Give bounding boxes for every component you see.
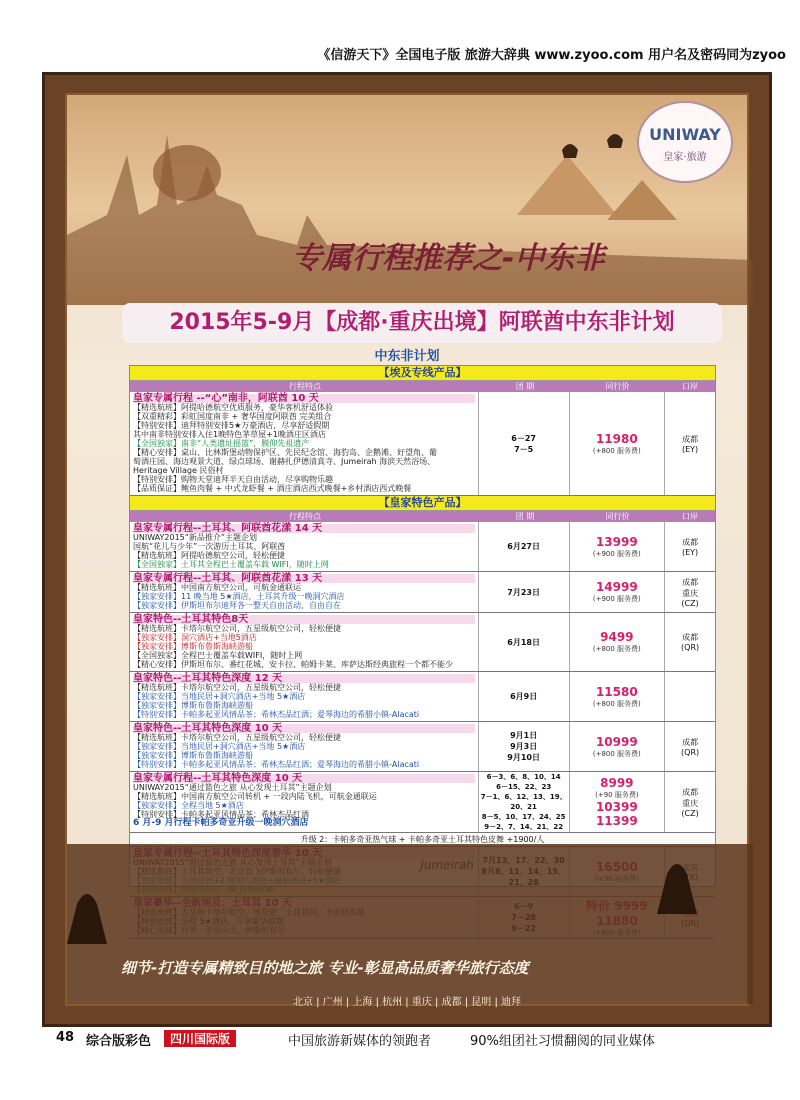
row-description — [130, 772, 479, 832]
uniway-logo: UNIWAY 皇家·旅游 — [637, 101, 733, 183]
row-line: 【特别安排】购物天堂迪拜半天自由活动，尽享购物乐趣 — [133, 475, 333, 484]
page-number: 48 — [56, 1030, 75, 1045]
departure-gate: 成都 (EY) — [681, 434, 699, 454]
price-note: (+90 服务费) — [595, 791, 639, 799]
price-note: (+900 服务费) — [592, 595, 641, 603]
row-line: 其中南非特别安排入住1晚特色茅草屋+1晚酒庄区酒店 — [133, 430, 326, 439]
table-row — [130, 722, 715, 772]
row-title: 皇家专属行程--土耳其特色深度 10 天 — [133, 774, 475, 783]
tour-dates: 9月1日 9月3日 9月10日 — [479, 722, 570, 771]
itinerary-table — [129, 365, 716, 887]
price-value: 10399 — [595, 800, 638, 814]
row-line: 【精选航班】卡塔尔航空公司，五星级航空公司，轻松便捷 — [133, 624, 341, 633]
table-row — [130, 522, 715, 572]
media-slogan: 中国旅游新媒体的领跑者 — [288, 1034, 432, 1049]
row-line: 【双重精彩】彩虹国度南非 + 奢华国度阿联酋 完美组合 — [133, 412, 332, 421]
departure-gate — [665, 672, 715, 721]
row-description — [130, 613, 479, 671]
row-line: 【独家安排】11 晚当地 5★酒店，土耳其升级一晚洞穴酒店 — [133, 592, 345, 601]
row-line: 【精选航班】阿提哈德航空优质服务，豪华客机舒适体验 — [133, 403, 333, 412]
price-cell — [570, 572, 666, 612]
city-list: 北京 | 广州 | 上海 | 杭州 | 重庆 | 成都 | 昆明 | 迪拜 — [292, 997, 522, 1008]
price-note: (+800 服务费) — [592, 699, 641, 708]
price-cell — [570, 672, 666, 721]
row-line: 【特别安排】卡帕多起亚风情品茶；希林杰品红酒；爱琴海边的希腊小镇-Alacati — [133, 760, 420, 769]
price-note: (+800 服务费) — [592, 645, 641, 653]
section-title-egypt: 【埃及专线产品】 — [130, 366, 715, 381]
col-header: 行程特点 — [289, 512, 321, 521]
row-line: 【精心安排】伊斯坦布尔、番红花城、安卡拉、帕姆卡莱、库萨达斯经典旅程一个都不能少 — [133, 660, 453, 669]
tour-dates: 6月9日 — [479, 672, 570, 721]
table-row — [130, 672, 715, 722]
row-description — [130, 392, 479, 495]
footer-slogan: 细节-打造专属精致目的地之旅 专业-彰显高品质奢华旅行态度 — [121, 959, 529, 977]
table-header — [130, 381, 715, 392]
col-header: 团 期 — [515, 382, 535, 391]
banner — [67, 95, 747, 305]
table-header — [130, 511, 715, 522]
price-value: 11399 — [595, 814, 638, 828]
price-value: 13999 — [595, 534, 638, 549]
col-header: 口岸 — [682, 382, 698, 391]
row-line: 萄酒庄园、海边观景大道、绿点球场、谢赫扎伊德清真寺、Jumeirah 海滨天然浴场、 — [133, 457, 436, 466]
col-header: 同行价 — [605, 382, 630, 391]
price-value: 9499 — [600, 630, 634, 644]
row-title: 皇家专属行程--土耳其、阿联酋花漾 13 天 — [133, 574, 475, 583]
upgrade-note: 升级 2：卡帕多奇亚热气球 + 卡帕多奇亚土耳其特色皮舞 +1900/人 — [130, 833, 715, 847]
footer-decoration — [67, 844, 753, 1004]
row-line: 【独家安排】全程当地 5★酒店 — [133, 801, 244, 810]
page-footer — [0, 1030, 800, 1054]
row-line: 国航“花儿与少年”一次游历土耳其、阿联酋 — [133, 542, 286, 551]
row-line: 【全国独家】全程巴士覆盖车载WIFI，随时上网 — [133, 651, 303, 660]
row-line: 【精选航班】中国南方航空公司转机 + 一段内陆飞机，可航金通联运 — [133, 792, 377, 801]
col-header: 口岸 — [682, 512, 698, 521]
price-value: 11580 — [595, 684, 638, 699]
departure-gate: 成都 (QR) — [681, 737, 700, 757]
row-description — [130, 572, 479, 612]
table-row — [130, 392, 715, 496]
page-frame — [42, 72, 772, 1027]
banner-title: 专属行程推荐之-中东非 — [292, 241, 605, 276]
col-header: 同行价 — [605, 512, 630, 521]
row-line: Heritage Village 民俗村 — [133, 466, 224, 475]
row-line: 【独家安排】博斯布鲁斯海峡游船 — [133, 751, 253, 760]
price-cell — [570, 772, 666, 832]
media-slogan-2: 90%组团社习惯翻阅的同业媒体 — [470, 1034, 655, 1049]
row-line: 【特别安排】卡帕多起亚风情品茶；希林杰品红酒 — [133, 810, 309, 819]
row-title: 皇家特色--土耳其特色深度 12 天 — [133, 674, 475, 683]
row-line: 【特别安排】迪拜特别安排5★万豪酒店，尽享舒适假期 — [133, 421, 330, 430]
page-title: 2015年5-9月【成都·重庆出境】阿联酋中东非计划 — [122, 303, 722, 343]
price-note: (+900 服务费) — [592, 549, 641, 558]
row-line: 【全国独家】土耳其全程巴士覆盖车载 WIFI，随时上网 — [133, 560, 329, 569]
departure-gate: 成都 重庆 (CZ) — [681, 787, 699, 818]
row-title: 皇家专属行程 --“心”南非，阿联酋 10 天 — [133, 394, 475, 403]
price-cell — [570, 722, 666, 771]
table-row — [130, 772, 715, 833]
tour-dates: 6－3、6、8、10、14 6－15、22、23 7－1、6、12、13、19、20、21 8－5、10、17、24、25 9－2、7、14、21、22 — [479, 772, 570, 832]
edition-tag: 四川国际版 — [164, 1030, 236, 1047]
row-line: 【独家安排】博斯布鲁斯海峡游船 — [133, 642, 253, 651]
row-line: 【全国独家】南非“人类遗址摇篮”，膜仰先祖遗产 — [133, 439, 310, 448]
row-title: 皇家特色--土耳其特色8天 — [133, 615, 475, 624]
price-note: (+800 服务费) — [592, 446, 641, 455]
row-line: 【独家安排】伊斯坦布尔迪拜各一整天自由活动，自由自在 — [133, 601, 341, 610]
frame-inner — [65, 93, 749, 1006]
section-subtitle: 中东非计划 — [374, 349, 440, 364]
departure-gate: 成都 (QR) — [681, 633, 700, 652]
row-line: UNIWAY2015“新品推介”主题企划 — [133, 533, 258, 542]
row-line: 【精选航班】阿提哈德航空公司，轻松便捷 — [133, 551, 285, 560]
edition-label: 综合版彩色 — [86, 1034, 152, 1049]
publication-header: 《信游天下》全国电子版 旅游大辞典 www.zyoo.com 用户名及密码同为zyoo — [317, 48, 786, 63]
table-row — [130, 613, 715, 672]
tour-dates: 6月18日 — [479, 613, 570, 671]
row-line: UNIWAY2015“通过篮色之旅 从心发现土耳其”主题企划 — [133, 783, 332, 792]
price-cell — [570, 613, 666, 671]
row-line: 【精心安排】桌山、比林斯堡动物保护区、先民纪念馆、海豹岛、企鹅滩、好望角、葡 — [133, 448, 437, 457]
row-description — [130, 522, 479, 571]
tour-dates: 7月23日 — [479, 572, 570, 612]
row-line: 【独家安排】洞穴酒店+当地5酒店 — [133, 633, 257, 642]
price-note: (+800 服务费) — [592, 749, 641, 758]
row-line: 【独家安排】博斯布鲁斯海峡游船 — [133, 701, 253, 710]
price-cell — [570, 522, 666, 571]
tour-dates: 6－27 7－5 — [479, 392, 570, 495]
row-line: 【品质保证】鲍鱼肉餐 + 中式龙虾餐 + 酒庄酒店西式晚餐+乡村酒店西式晚餐 — [133, 484, 412, 493]
tour-dates: 6月27日 — [479, 522, 570, 571]
price-value: 14999 — [595, 580, 638, 594]
row-description — [130, 672, 479, 721]
row-line: 【特别安排】卡帕多起亚风情品茶；希林杰品红酒；爱琴海边的希腊小镇-Alacati — [133, 710, 420, 719]
price-cell — [570, 392, 666, 495]
row-description — [130, 722, 479, 771]
row-line: 【独家安排】当地民居+洞穴酒店+当地 5★酒店 — [133, 692, 306, 701]
price-value: 8999 — [600, 776, 634, 790]
row-line: 【独家安排】当地民居+洞穴酒店+当地 5★酒店 — [133, 742, 306, 751]
row-line: 【精选航班】中国南方航空公司，可航金通联运 — [133, 583, 301, 592]
table-row — [130, 572, 715, 613]
price-value: 11980 — [595, 431, 638, 446]
price-value: 10999 — [595, 734, 638, 749]
col-header: 行程特点 — [289, 382, 321, 391]
departure-gate: 成都 (EY) — [681, 537, 699, 557]
row-line: 【精选航班】卡塔尔航空公司，五星级航空公司，轻松便捷 — [133, 733, 341, 742]
row-title: 皇家专属行程--土耳其、阿联酋花漾 14 天 — [133, 524, 475, 533]
row-title: 皇家特色--土耳其特色深度 10 天 — [133, 724, 475, 733]
row-line: 6 月-9 月行程卡帕多奇亚升级一晚洞穴酒店 — [133, 818, 309, 828]
departure-gate: 成都 重庆 (CZ) — [681, 577, 699, 608]
row-line: 【精选航班】卡塔尔航空公司，五星级航空公司，轻松便捷 — [133, 683, 341, 692]
section-title-royal: 【皇家特色产品】 — [130, 496, 715, 511]
col-header: 团 期 — [515, 512, 535, 521]
